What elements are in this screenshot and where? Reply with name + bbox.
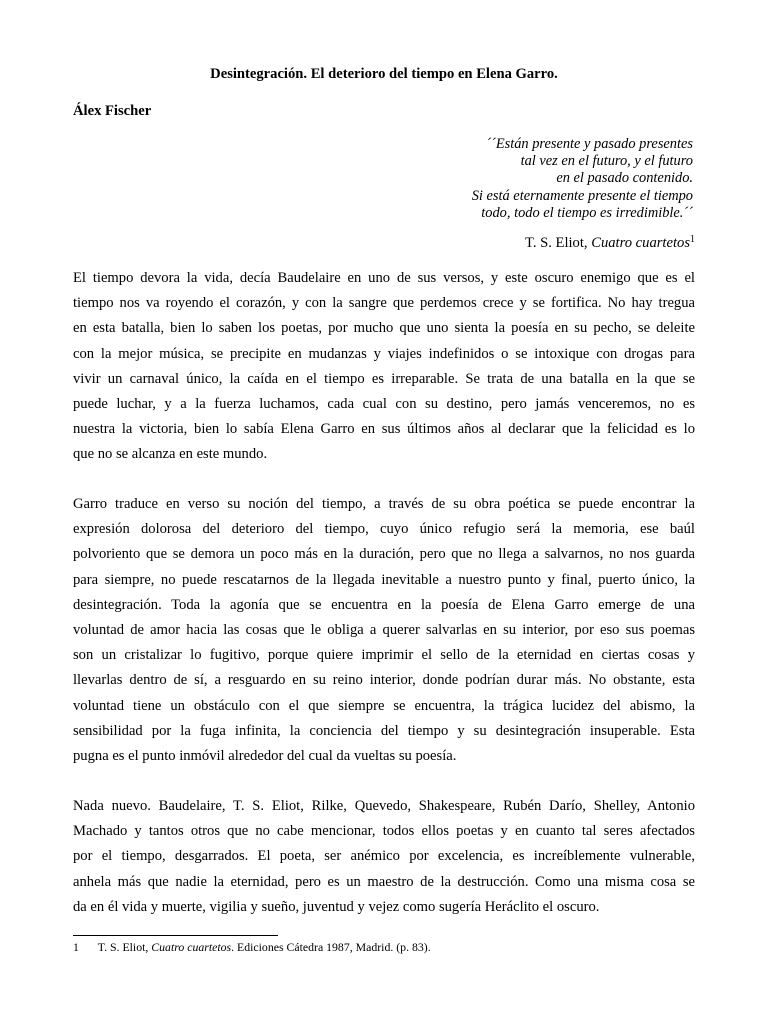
epigraph	[472, 136, 693, 222]
footnote-author: T. S. Eliot,	[97, 940, 149, 954]
paragraph-line: en esta batalla, bien lo saben los poetas, por mucho que uno sienta la poesía en su pecho, se deleite	[73, 320, 695, 337]
document-title: Desintegración. El deterioro del tiempo en Elena Garro.	[210, 66, 558, 82]
paragraph-line: pugna es el punto inmóvil alrededor del cual da vueltas su poesía.	[73, 747, 457, 764]
paragraph-line: voluntad tiene un obstáculo con el que siempre se encuentra, la trágica lucidez del abismo, la	[73, 697, 695, 714]
footnote-divider	[73, 935, 278, 936]
paragraph-line: polvoriento que se demora un poco más en la duración, pero que no llega a salvarnos, no nos guarda	[73, 546, 695, 563]
paragraph-line: para siempre, no puede rescatarnos de la llegada inevitable a nuestro punto y final, puerto único, la	[73, 571, 695, 588]
paragraph-line: nuestra la victoria, bien lo sabía Elena Garro en sus últimos años al declarar que la felicidad es lo	[73, 421, 695, 438]
paragraph-line: puede luchar, y a la fuerza luchamos, cada cual con su destino, pero jamás venceremos, no es	[73, 395, 695, 412]
footnote-reference[interactable]: 1	[690, 234, 695, 245]
attribution-author: T. S. Eliot,	[524, 235, 588, 251]
paragraph-line: tiempo nos va royendo el corazón, y con la sangre que perdemos crece y se fortifica. No hay tregua	[73, 295, 695, 312]
paragraph-line: El tiempo devora la vida, decía Baudelaire en uno de sus versos, y este oscuro enemigo que es el	[73, 270, 695, 286]
paragraph-line: da en él vida y muerte, vigilia y sueño, juventud y vejez como sugería Heráclito el oscuro.	[73, 898, 600, 915]
epigraph-line: Si está eternamente presente el tiempo	[471, 187, 693, 204]
footnote	[73, 940, 431, 955]
epigraph-line: todo, todo el tiempo es irredimible.´´	[481, 204, 693, 221]
epigraph-line: en el pasado contenido.	[556, 170, 693, 187]
paragraph-line: anhela más que nadie la eternidad, pero es un maestro de la destrucción. Como una misma cosa se	[73, 873, 695, 890]
paragraph-line: con la mejor música, se precipite en mudanzas y viajes indefinidos o se intoxique con drogas para	[73, 345, 695, 362]
paragraph-line: Garro traduce en verso su noción del tiempo, a través de su obra poética se puede encontrar la	[73, 496, 695, 512]
footnote-details: . Ediciones Cátedra 1987, Madrid. (p. 83).	[231, 940, 431, 954]
paragraph-line: expresión dolorosa del deterioro del tiempo, cuyo único refugio será la memoria, ese baúl	[73, 521, 695, 538]
body-paragraph-2	[73, 492, 695, 769]
footnote-number: 1	[73, 940, 79, 954]
epigraph-line: tal vez en el futuro, y el futuro	[520, 153, 693, 170]
attribution-work: Cuatro cuartetos	[591, 235, 690, 251]
author-name: Álex Fischer	[73, 103, 152, 119]
paragraph-line: Machado y tantos otros que no cabe mencionar, todos ellos poetas y en cuanto tal seres afectados	[73, 823, 695, 840]
footnote-work: Cuatro cuartetos	[151, 940, 232, 954]
body-paragraph-3	[73, 794, 695, 920]
paragraph-line: sensibilidad por la fuga infinita, la conciencia del tiempo y su desintegración insuperable. Esta	[73, 722, 695, 739]
body-paragraph-1	[73, 266, 695, 468]
paragraph-line: voluntad de amor hacia las cosas que le obliga a querer salvarlas en su interior, por eso sus poemas	[73, 621, 695, 638]
paragraph-line: son un cristalizar lo fugitivo, porque quiere imprimir el sello de la eternidad en ciertas cosas y	[73, 647, 695, 664]
paragraph-line: vivir un carnaval único, la caída en el tiempo es irreparable. Se trata de una batalla en la que se	[73, 370, 695, 387]
paragraph-line: por el tiempo, desgarrados. El poeta, ser anémico por excelencia, es increíblemente vulnerable,	[73, 848, 695, 865]
epigraph-line: ´´Están presente y pasado presentes	[486, 136, 693, 152]
epigraph-attribution	[525, 235, 695, 252]
paragraph-line: que no se alcanza en este mundo.	[73, 446, 268, 463]
paragraph-line: Nada nuevo. Baudelaire, T. S. Eliot, Rilke, Quevedo, Shakespeare, Rubén Darío, Shelley, Antonio	[73, 798, 695, 814]
paragraph-line: llevarlas dentro de sí, a resguardo en su reino interior, donde podrían durar más. No obstante, esta	[73, 672, 695, 689]
paragraph-line: desintegración. Toda la agonía que se encuentra en la poesía de Elena Garro emerge de una	[73, 596, 695, 613]
